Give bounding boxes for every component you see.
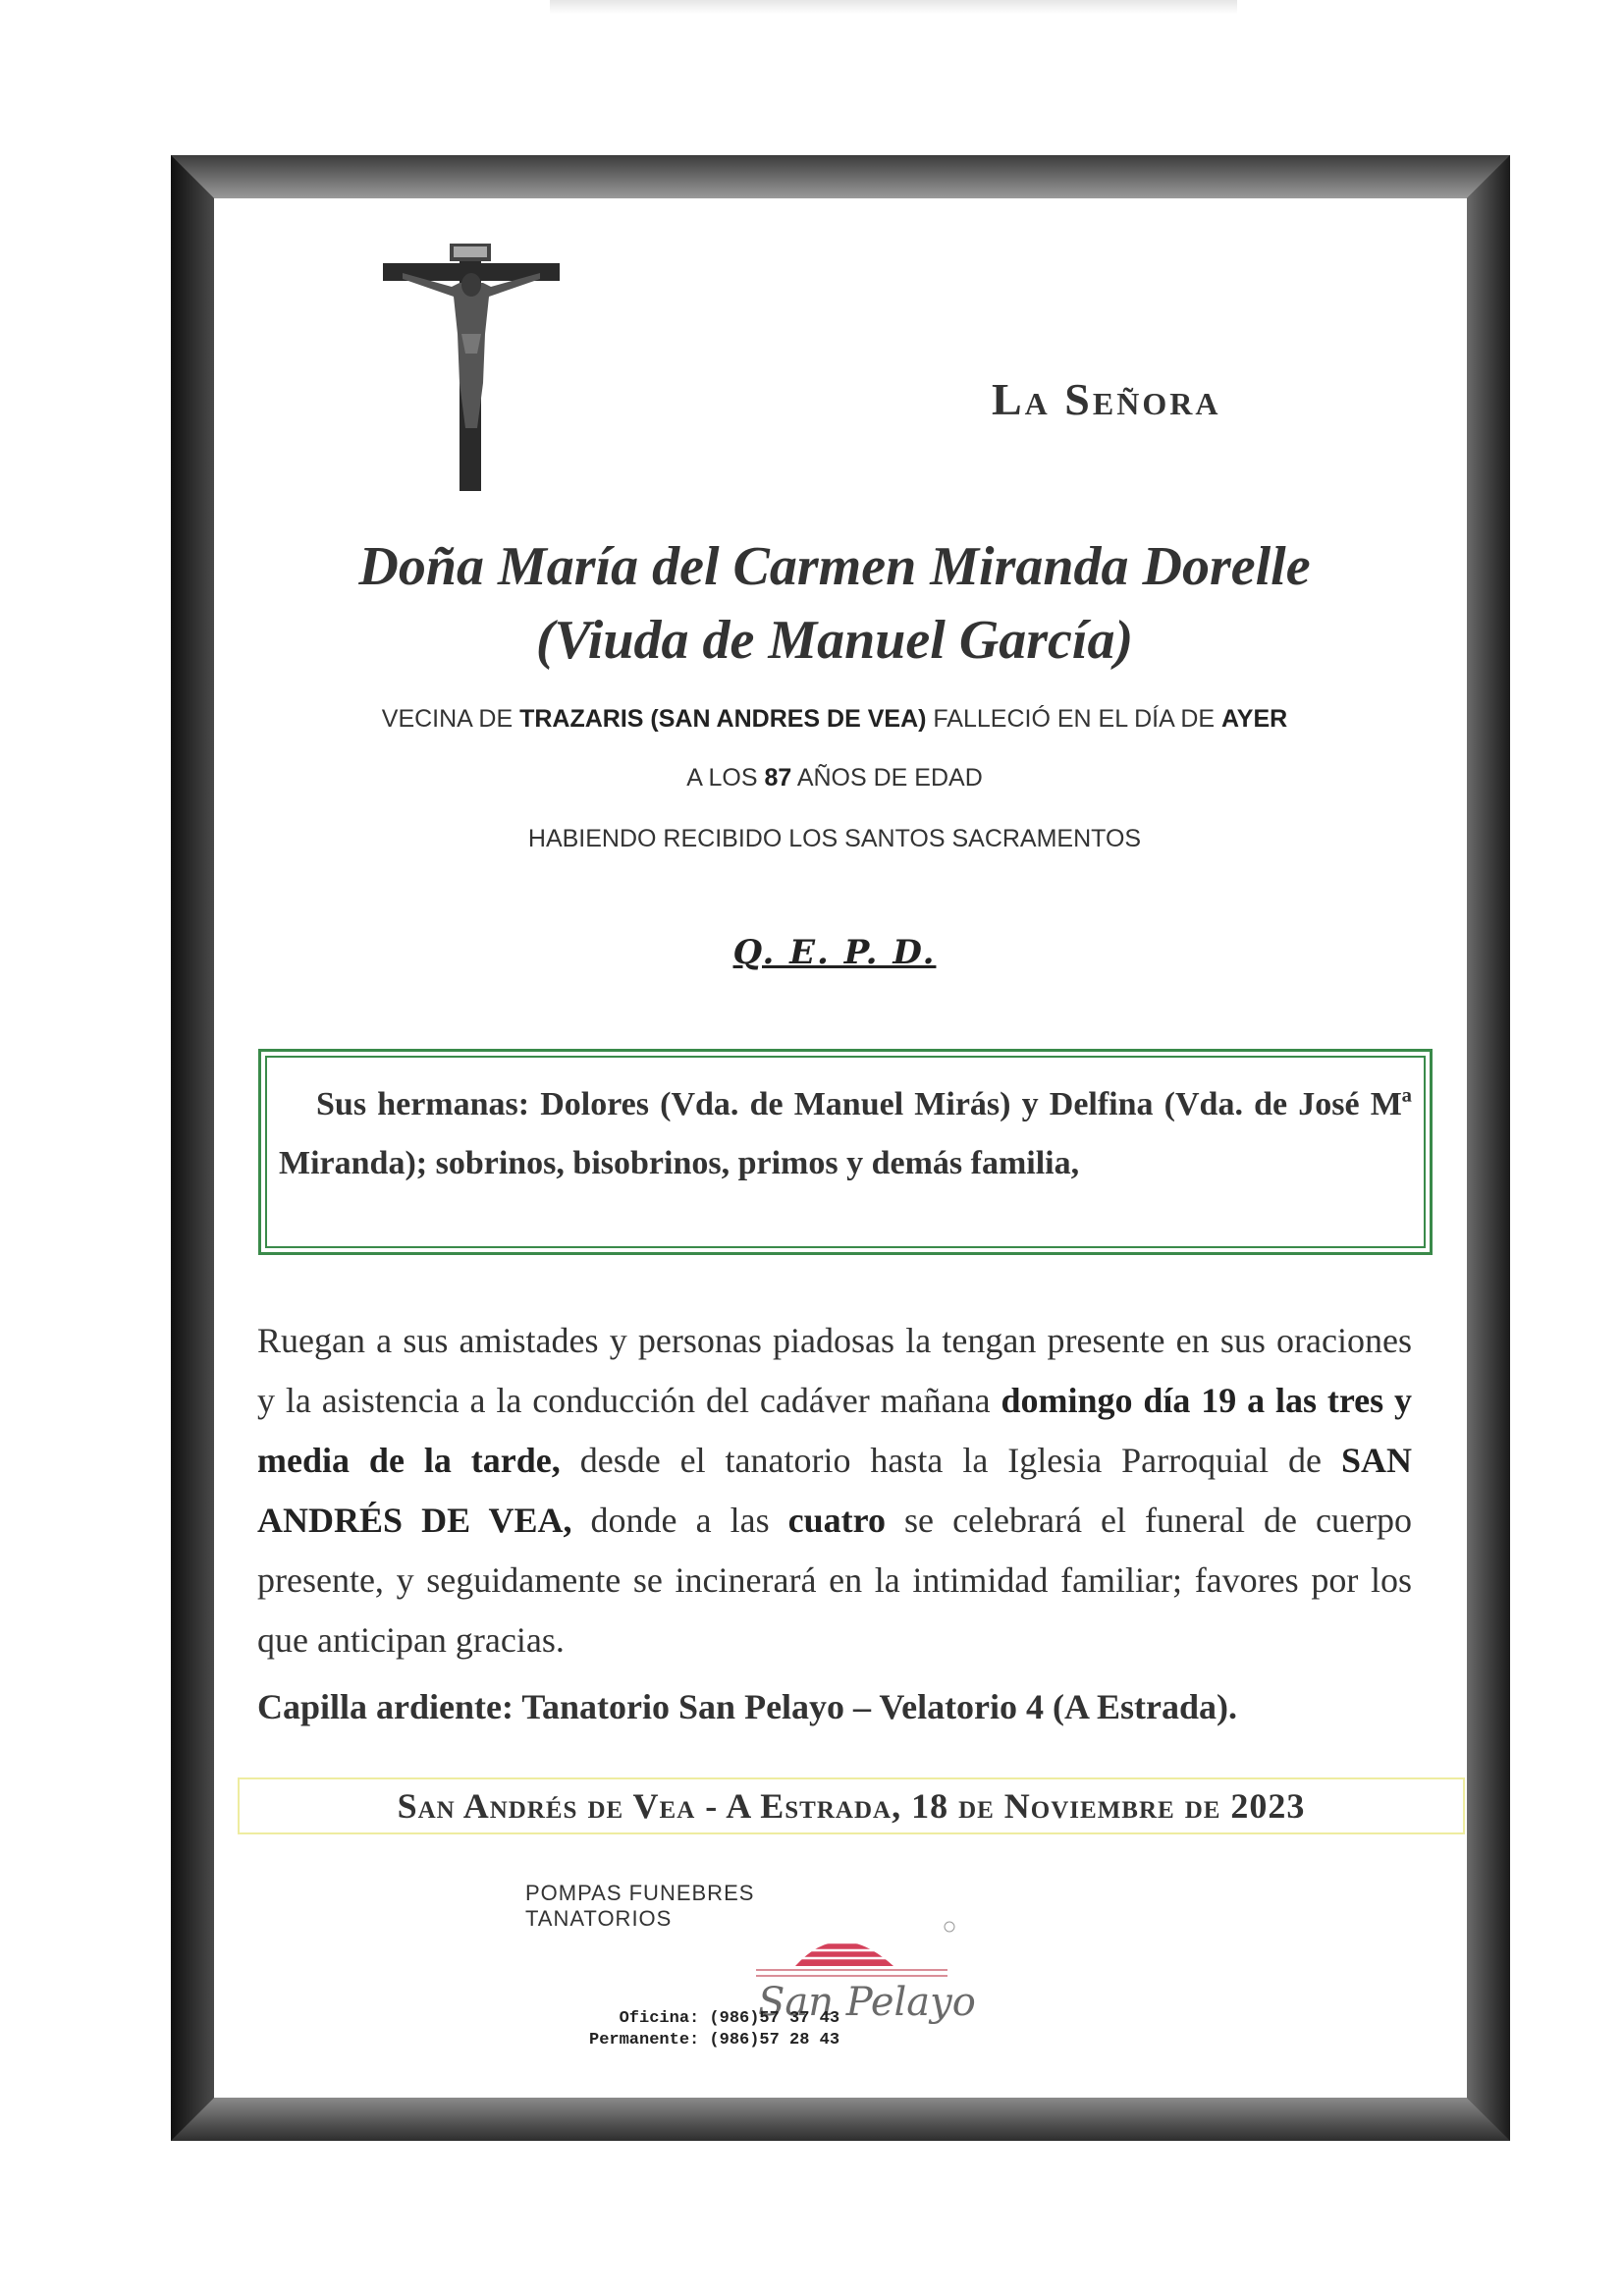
- funeral-home-lines: [525, 1881, 754, 1932]
- request-paragraph: [257, 1311, 1412, 1670]
- age-line: [196, 764, 1473, 793]
- age-prefix: A LOS: [686, 764, 765, 792]
- residence-place: TRAZARIS (SAN ANDRES DE VEA): [519, 705, 927, 733]
- qepd: Q. E. P. D.: [732, 933, 937, 972]
- phone-oficina: Oficina: (986)57 37 43: [589, 2009, 840, 2028]
- frame-bevel-left: [171, 155, 214, 2141]
- request-bold-2: SAN ANDRÉS DE VEA,: [257, 1441, 1412, 1540]
- deceased-widow-of: (Viuda de Manuel García): [535, 610, 1134, 671]
- request-bold-3: cuatro: [787, 1501, 886, 1540]
- family-box: [258, 1049, 1433, 1255]
- frame-bevel-right: [1467, 155, 1510, 2141]
- phone-permanente: Permanente: (986)57 28 43: [589, 2031, 840, 2050]
- sacraments-line: HABIENDO RECIBIDO LOS SANTOS SACRAMENTOS: [527, 825, 1142, 852]
- family-text: Sus hermanas: Dolores (Vda. de Manuel Mirás) y Delfina (Vda. de José Mª Miranda); sobrinos, bisobrinos, primos y demás familia,: [265, 1056, 1426, 1248]
- request-bold-1: domingo día 19 a las tres y media de la tarde,: [257, 1381, 1413, 1480]
- date-place: San Andrés de Vea - A Estrada, 18 de Noviembre de 2023: [238, 1777, 1465, 1834]
- death-text: FALLECIÓ EN EL DÍA DE: [926, 705, 1222, 733]
- funeral-home-line-2: TANATORIOS: [525, 1906, 673, 1931]
- age-value: 87: [764, 764, 792, 792]
- frame-bevel-bottom: [171, 2098, 1510, 2141]
- scan-shadow: [550, 0, 1237, 14]
- logo-text: San Pelayo: [758, 1980, 976, 2025]
- request-part-2: desde el tanatorio hasta la Iglesia Parroquial de: [560, 1441, 1341, 1480]
- request-part-3: donde a las: [571, 1501, 788, 1540]
- residence-line: [196, 705, 1473, 734]
- phone-numbers: [589, 2008, 839, 2051]
- frame-bevel-top: [171, 155, 1510, 198]
- crucifix-icon: [383, 236, 560, 491]
- residence-prefix: VECINA DE: [381, 705, 520, 733]
- death-day: AYER: [1221, 705, 1288, 733]
- request-part-1: Ruegan a sus amistades y personas piadosas la tengan presente en sus oraciones y la asistencia a la conducción del cadáver mañana: [257, 1321, 1412, 1420]
- funeral-home-line-1: POMPAS FUNEBRES: [525, 1881, 755, 1905]
- age-suffix: AÑOS DE EDAD: [791, 764, 983, 792]
- deceased-name: Doña María del Carmen Miranda Dorelle: [358, 536, 1311, 597]
- capilla-ardiente: Capilla ardiente: Tanatorio San Pelayo – Velatorio 4 (A Estrada).: [257, 1687, 1238, 1726]
- header-title: La Señora: [992, 374, 1221, 424]
- request-part-4: se celebrará el funeral de cuerpo presente, y seguidamente se incinerará en la intimidad familiar; favores por los que anticipan gracias.: [257, 1501, 1412, 1660]
